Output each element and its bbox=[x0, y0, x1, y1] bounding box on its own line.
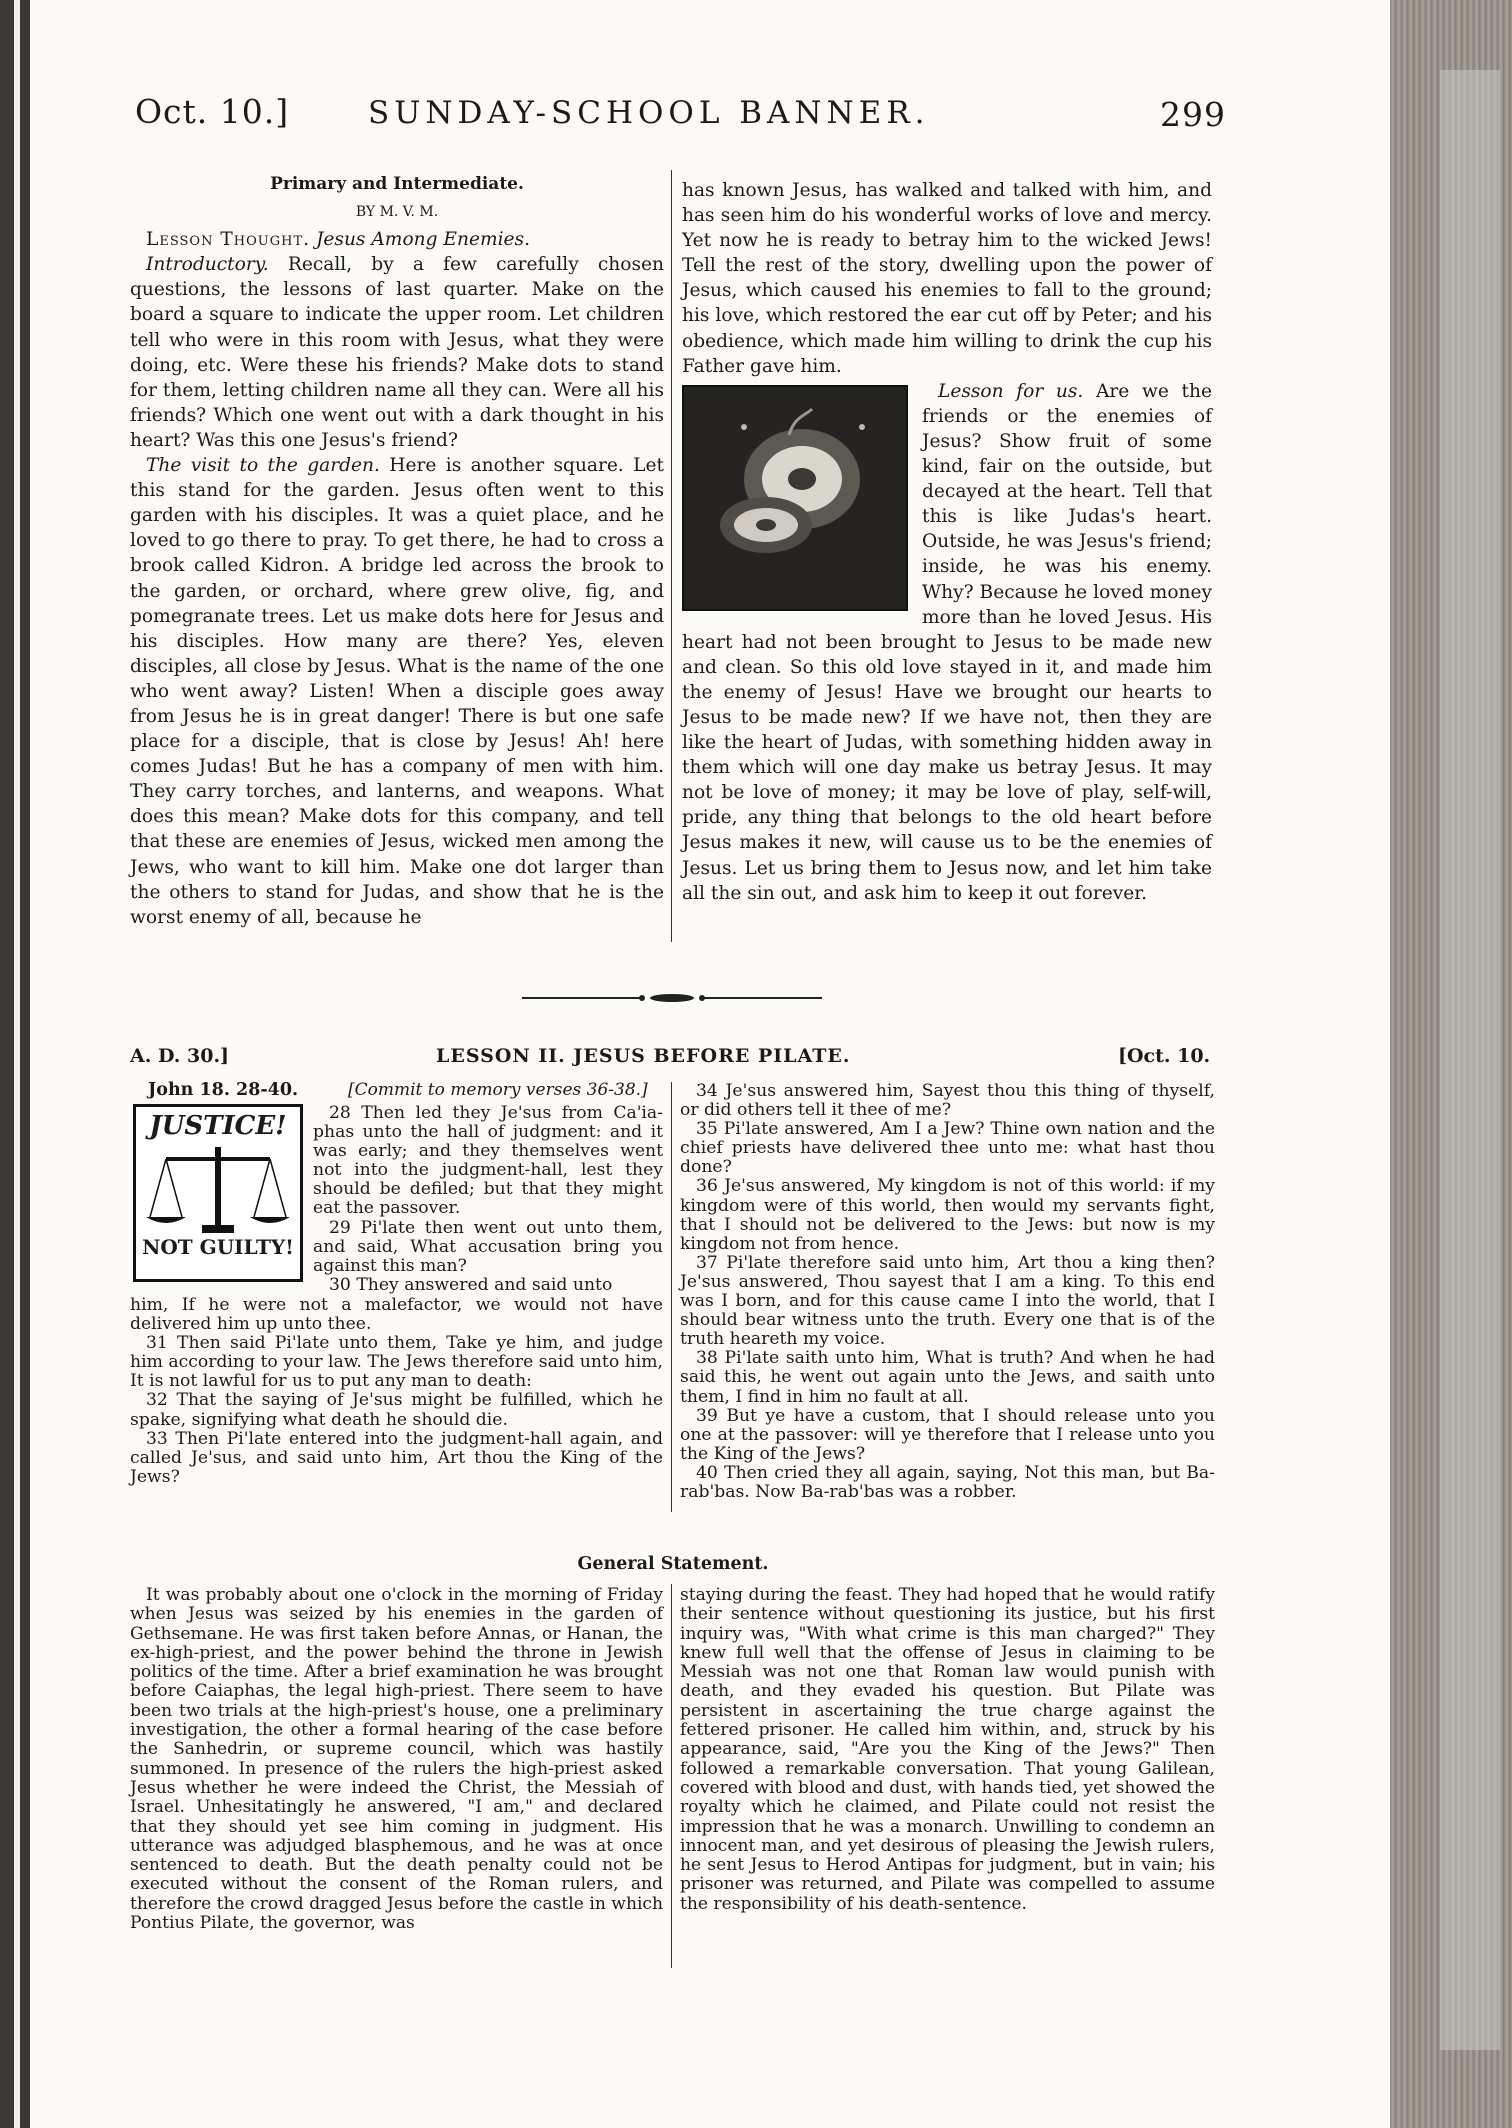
not-guilty-label: NOT GUILTY! bbox=[142, 1235, 294, 1259]
verse: 32 That the saying of Je'sus might be fulfilled, which he spake, signifying what death he should die. bbox=[130, 1390, 663, 1430]
verse: 38 Pi'late saith unto him, What is truth? And when he had said this, he went out again unto the Jews, and saith unto them, I find in him no fault at all. bbox=[680, 1348, 1215, 1407]
paragraph: has known Jesus, has walked and talked with him, and has seen him do his wonderful works of love and mercy. Yet now he is ready to betray him to the wicked Jews! Tell the rest of the story, dwelling upon the power of Jesus, which caused his enemies to fall to the ground; his love, which restored the ear cut off by Peter; and his obedience, which made him willing to drink the cup his Father gave him. bbox=[682, 180, 1212, 377]
paragraph: staying during the feast. They had hoped that he would ratify their sentence without questioning its justice, but his first inquiry was, "With what crime is this man charged?" They knew full well that the offense of Jesus in claiming to be Messiah was not one that Roman law would punish with death, and they evaded his question. But Pilate was persistent in ascertaining the true charge against the fettered prisoner. He called him within, and, struck by his appearance, said, "Are you the King of the Jews?" Then followed a remarkable conversation. That young Galilean, covered with blood and dust, with hands tied, yet showed the royalty which he claimed, and Pilate could not resist the impression that he was a monarch. Unwilling to condemn an innocent man, and yet desirous of pleasing the Jewish rulers, he sent Jesus to Herod Antipas for judgment, but in vain; his prisoner was returned, and Pilate was compelled to assume the responsibility of his death-sentence. bbox=[680, 1585, 1215, 1914]
scripture-right bbox=[680, 1082, 1215, 1502]
scripture-left-upper bbox=[313, 1104, 663, 1295]
justice-label: JUSTICE! bbox=[149, 1111, 287, 1141]
scales-icon bbox=[136, 1141, 300, 1237]
column-divider bbox=[671, 1584, 672, 1968]
book-gutter bbox=[0, 0, 30, 2128]
paragraph: Lesson for us. Are we the friends or the enemies of Jesus? Show fruit of some kind, fair on the outside, but decayed at the heart. Tell that this is like Judas's heart. Outside, he was Jesus's friend; inside, he was his enemy. Why? Because he loved money more than he loved Jesus. His heart had not been brought to Jesus to be made new and clean. So this old love stayed in it, and made him the enemy of Jesus! Have we brought our hearts to Jesus to be made new? If we have not, then they are like the heart of Judas, with something hidden away in them which will one day make us betray Jesus. It may not be love of money; it may be love of play, self-will, pride, any thing that belongs to the old heart before Jesus makes it new, will cause us to be the enemies of Jesus. Let us bring them to Jesus now, and let him take all the sin out, and ask him to keep it out forever. bbox=[682, 380, 1212, 904]
verse: 29 Pi'late then went out unto them, and said, What accusation bring you against this man? bbox=[313, 1217, 663, 1276]
lesson-date: [Oct. 10. bbox=[1118, 1045, 1211, 1067]
general-statement-title: General Statement. bbox=[577, 1554, 769, 1574]
verse: 36 Je'sus answered, My kingdom is not of this world: if my kingdom were of this world, then would my servants fight, that I should not be delivered to the Jews: but now is my kingdom not from hence. bbox=[680, 1176, 1215, 1254]
verse: him, If he were not a malefactor, we would not have delivered him up unto thee. bbox=[130, 1295, 663, 1335]
primary-left-column bbox=[130, 172, 664, 930]
ornament-divider bbox=[522, 990, 822, 1006]
column-divider bbox=[671, 170, 672, 942]
lesson-thought: Lesson Thought. Jesus Among Enemies. bbox=[146, 229, 531, 251]
verse: 34 Je'sus answered him, Sayest thou this thing of thyself, or did others tell it thee of me? bbox=[680, 1081, 1215, 1121]
paragraph: The visit to the garden. Here is another square. Let this stand for the garden. Jesus often went to this garden with his disciples. It was a quiet place, and he loved to go there to pray. To get there, he had to cross a brook called Kidron. A bridge led across the brook to the garden, or orchard, where grew olive, fig, and pomegranate trees. Let us make dots here for Jesus and his disciples. How many are there? Yes, eleven disciples, all close by Jesus. What is the name of the one who went away? Listen! When a disciple goes away from Jesus he is in great danger! There is but one safe place for a disciple, that is close by Jesus! Ah! here comes Judas! But he has a company of men with him. They carry torches, and lanterns, and weapons. What does this mean? Make dots for this company, and tell that these are enemies of Jesus, wicked men among the Jews, who want to kill him. Make one dot larger than the others to stand for Judas, and show that he is the worst enemy of all, because he bbox=[130, 455, 664, 928]
general-statement-right bbox=[680, 1586, 1215, 1914]
paragraph: It was probably about one o'clock in the morning of Friday when Jesus was seized by his enemies in the garden of Gethsemane. He was first taken before Annas, or Hanan, the ex-high-priest, and the power behind the throne in Jewish politics of the time. After a brief examination he was brought before Caiaphas, the legal high-priest. There seem to have been two trials at the high-priest's house, one a preliminary investigation, the other a formal hearing of the case before the Sanhedrin, or supreme council, which was hastily summoned. In presence of the rulers the high-priest asked Jesus whether he were indeed the Christ, the Messiah of Israel. Unhesitatingly he answered, "I am," and declared that they should yet see him coming in judgment. His utterance was adjudged blasphemous, and he was at once sentenced to death. But the death penalty could not be executed without the consent of the Roman rulers, and therefore the crowd dragged Jesus before the castle in which Pontius Pilate, the governor, was bbox=[130, 1585, 663, 1934]
lesson-title: LESSON II. JESUS BEFORE PILATE. bbox=[436, 1045, 851, 1067]
justice-scales-illustration bbox=[133, 1104, 303, 1282]
primary-right-column bbox=[682, 178, 1212, 906]
verse: 35 Pi'late answered, Am I a Jew? Thine own nation and the chief priests have delivered thee unto me: what hast thou done? bbox=[680, 1119, 1215, 1178]
header-title: SUNDAY-SCHOOL BANNER. bbox=[368, 95, 930, 131]
general-statement-left bbox=[130, 1586, 663, 1933]
verse: 33 Then Pi'late entered into the judgment-hall again, and called Je'sus, and said unto him, Art thou the King of the Jews? bbox=[130, 1428, 663, 1487]
fruit-illustration bbox=[682, 385, 908, 611]
verse: 39 But ye have a custom, that I should release unto you one at the passover: will ye therefore that I release unto you the King of the Jews? bbox=[680, 1405, 1215, 1464]
byline: BY M. V. M. bbox=[355, 204, 439, 221]
column-divider bbox=[671, 1082, 672, 1512]
scripture-reference: John 18. 28-40. bbox=[148, 1080, 299, 1100]
header-page-number: 299 bbox=[1160, 95, 1226, 134]
memory-verses-note: [Commit to memory verses 36-38.] bbox=[348, 1080, 648, 1100]
scripture-left-lower bbox=[130, 1296, 663, 1487]
section-title: Primary and Intermediate. bbox=[270, 174, 524, 194]
verse: 30 They answered and said unto bbox=[329, 1274, 613, 1295]
verse: 28 Then led they Je'sus from Ca'ia-phas unto the hall of judgment: and it was early; and they themselves went not into the judgment-hall, lest they should be defiled; but that they might eat the passover. bbox=[313, 1103, 663, 1219]
page-edges-shade bbox=[1440, 70, 1500, 2050]
verse: 31 Then said Pi'late unto them, Take ye him, and judge him according to your law. The Jews therefore said unto him, It is not lawful for us to put any man to death: bbox=[130, 1333, 663, 1392]
verse: 40 Then cried they all again, saying, Not this man, but Ba-rab'bas. Now Ba-rab'bas was a robber. bbox=[680, 1462, 1215, 1502]
paragraph: Introductory. Recall, by a few carefully chosen questions, the lessons of last quarter. Make on the board a square to indicate the upper room. Let children tell who were in this room with Jesus, what they were doing, etc. Were these his friends? Make dots to stand for them, letting children name all they can. Were all his friends? Which one went out with a dark thought in his heart? Was this one Jesus's friend? bbox=[130, 254, 664, 451]
verse: 37 Pi'late therefore said unto him, Art thou a king then? Je'sus answered, Thou sayest that I am a king. To this end was I born, and for this cause came I into the world, that I should bear witness unto the truth. Every one that is of the truth heareth my voice. bbox=[680, 1252, 1215, 1350]
lesson-year: A. D. 30.] bbox=[130, 1045, 230, 1067]
header-date: Oct. 10.] bbox=[135, 92, 290, 131]
